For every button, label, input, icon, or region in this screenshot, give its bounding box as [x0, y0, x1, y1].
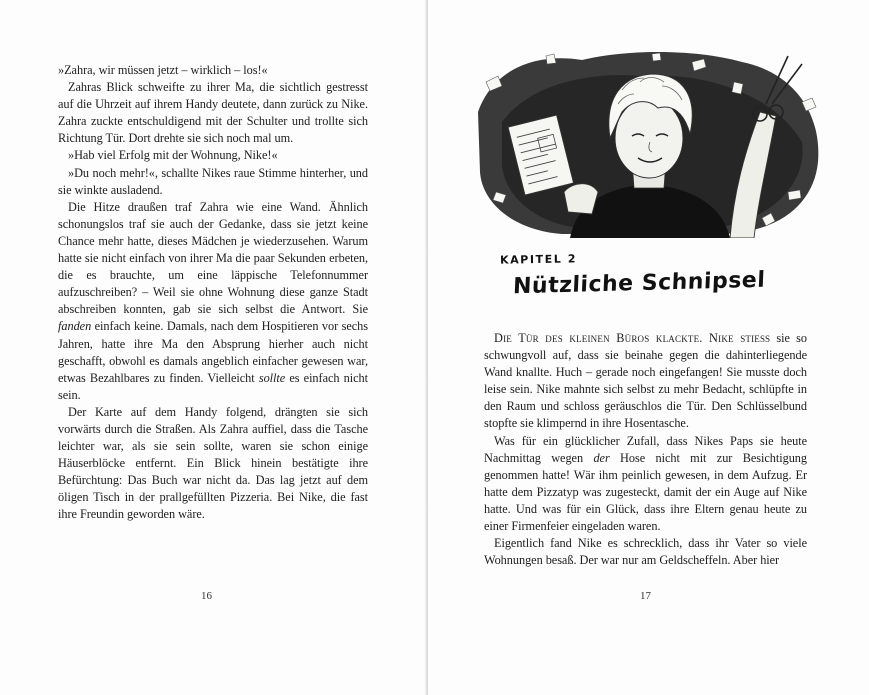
chapter-illustration [472, 42, 828, 238]
paragraph [484, 433, 807, 536]
paragraph-text: Der Karte auf dem Handy folgend, drängten sie sich vorwärts durch die Straßen. Als Zahra auffiel, dass die Tasche leichter war, als sie sein sollte, waren sie schon einige Häuserblöcke entfernt. Ein Blick hinein bestätigte ihre Befürchtung: Das Buch war nicht da. Das lag jetzt auf dem öligen Tisch in der prallgefüllten Pizzeria. Bei Nike, die fast ihre Freundin geworden wäre. [58, 404, 368, 522]
paragraph [484, 535, 807, 569]
paragraph-text: Die Hitze draußen traf Zahra wie eine Wand. Ähnlich schonungslos traf sie auch der Gedanke, dass sie jetzt keine Chance mehr hatte, dieses Mädchen je wiederzusehen. Warum hatte sie nicht einfach von ihrer Ma die paar Sekunden erbeten, die es brauchte, um eine läppische Telefonnummer aufzuschreiben? – Weil sie ohne Wohnung diese ganze Stadt abschreiben konnten, gab sie sich selbst die Antwort. Sie [58, 199, 368, 317]
chapter-label: KAPITEL 2 [499, 252, 578, 267]
paragraph [58, 165, 368, 199]
paragraph [58, 62, 368, 79]
paragraph-text: »Du noch mehr!«, schallte Nikes raue Stimme hinterher, und sie winkte ausladend. [58, 165, 368, 197]
emphasis-text: sollte [258, 370, 286, 385]
paragraph-text: »Zahra, wir müssen jetzt – wirklich – los!« [58, 63, 268, 77]
paragraph-text: Zahras Blick schweifte zu ihrer Ma, die sichtlich gestresst auf die Uhrzeit auf ihrem Handy deutete, dann zurück zu Nike. Zahra zuckte entschuldigend mit der Schulter und trollte sich Richtung Tür. Dort drehte sie sich noch mal um. [58, 80, 368, 146]
right-page-text [484, 330, 807, 569]
paragraph [484, 330, 807, 433]
left-page [0, 0, 428, 695]
paragraph [58, 79, 368, 147]
paragraph-text: Was für ein glücklicher Zufall, dass Nikes Paps sie heute Nachmittag wegen [484, 433, 807, 465]
paragraph-text: es einfach nicht sein. [58, 370, 369, 402]
paragraph-text: einfach keine. Damals, nach dem Hospitieren vor sechs Jahren, hatte ihre Ma den Absprung hierher auch nicht geschafft, obwohl es damals angeblich einfacher gewesen war, etwas Bezahlbares zu finden. Vielleicht [58, 319, 368, 385]
paragraph [58, 147, 368, 164]
chapter-title: Nützliche Schnipsel [512, 267, 766, 300]
emphasis-text: der [593, 450, 610, 465]
boy-face [615, 98, 683, 178]
left-page-text [58, 62, 368, 524]
paragraph-text: »Hab viel Erfolg mit der Wohnung, Nike!« [68, 148, 278, 163]
emphasis-text: fanden [58, 319, 92, 334]
left-page-number: 16 [201, 590, 212, 602]
paragraph-text: Hose nicht mit zur Besichtigung genommen hatte! Wär ihm peinlich gewesen, in dem Aufzug. Er hatte dem Pizzatyp was zugesteckt, damit der ein Auge auf Nike hatte. Und was für ein Glück, dass ihre Eltern genau heute zu einer Firmenfeier eingeladen waren. [484, 450, 807, 534]
paragraph [58, 404, 368, 524]
paragraph-text: Eigentlich fand Nike es schrecklich, dass ihr Vater so viele Wohnungen besaß. Der war nur am Geldscheffeln. Aber hier [484, 536, 807, 568]
paragraph [58, 199, 368, 404]
chapter-opening-smallcaps: Die Tür des kleinen Büros klackte. Nike stieß [494, 331, 771, 345]
right-page-number: 17 [640, 590, 651, 602]
paragraph-text: sie so schwungvoll auf, dass sie beinahe gegen die dahinterliegende Wand knallte. Huch – gerade noch eingefangen! Sie musste doch leise sein. Nike mahnte sich selbst zu mehr Bedacht, schlüpfte in den Raum und schloss geräuschlos die Tür. Den Schlüsselbund stopfte sie klimpernd in ihre Hosentasche. [484, 331, 807, 431]
